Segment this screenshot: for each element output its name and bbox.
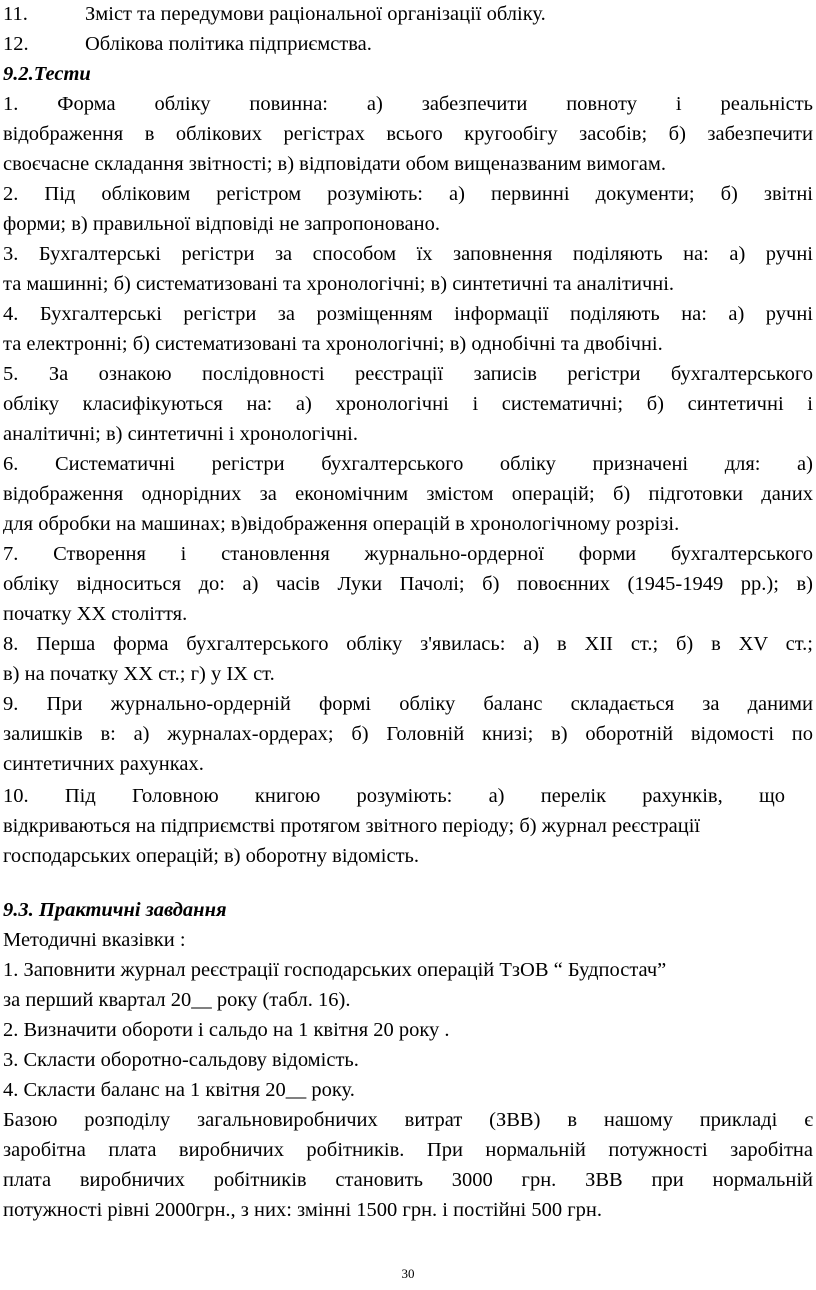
paragraph-line-3: плата виробничих робітників становить 3000 грн. ЗВВ при нормальній: [3, 1169, 813, 1191]
list-text: Зміст та передумови раціональної організації обліку.: [85, 3, 546, 25]
paragraph-line-2: заробітна плата виробничих робітників. При нормальній потужності заробітна: [3, 1139, 813, 1161]
test-5-line-3: аналітичні; в) синтетичні і хронологічні.: [3, 423, 358, 445]
test-10-line-2: відкриваються на підприємстві протягом звітного періоду; б) журнал реєстрації: [3, 815, 701, 837]
test-5-line-2: обліку класифікуються на: а) хронологічні і систематичні; б) синтетичні і: [3, 393, 813, 415]
test-5-line-1: 5. За ознакою послідовності реєстрації записів регістри бухгалтерського: [3, 363, 813, 385]
test-2-line-2: форми; в) правильної відповіді не запропоновано.: [3, 213, 440, 235]
test-3-line-1: 3. Бухгалтерські регістри за способом їх заповнення поділяють на: а) ручні: [3, 243, 813, 265]
task-1-line-1: 1. Заповнити журнал реєстрації господарських операцій ТзОВ “ Будпостач”: [3, 959, 667, 981]
test-7-line-3: початку XX століття.: [3, 603, 188, 625]
page-number: 30: [401, 1266, 415, 1281]
test-7-line-1: 7. Створення і становлення журнально-ордерної форми бухгалтерського: [3, 543, 813, 565]
test-1-line-2: відображення в облікових регістрах всього кругообігу засобів; б) забезпечити: [3, 123, 813, 145]
test-6-line-2: відображення однорідних за економічним змістом операцій; б) підготовки даних: [3, 483, 813, 505]
test-2-line-1: 2. Під обліковим регістром розуміють: а) первинні документи; б) звітні: [3, 183, 813, 205]
list-number: 12.: [3, 33, 29, 55]
list-item-12: [3, 30, 372, 58]
test-8-line-1: 8. Перша форма бухгалтерського обліку з'явилась: а) в XII ст.; б) в XV ст.;: [3, 633, 813, 655]
test-10-line-1: 10. Під Головною книгою розуміють: а) перелік рахунків, що: [3, 785, 785, 807]
test-6-line-3: для обробки на машинах; в)відображення операцій в хронологічному розрізі.: [3, 513, 680, 535]
practice-heading: 9.3. Практичні завдання: [3, 899, 227, 921]
paragraph-line-1: Базою розподілу загальновиробничих витрат (ЗВВ) в нашому прикладі є: [3, 1109, 813, 1131]
test-9-line-3: синтетичних рахунках.: [3, 753, 204, 775]
test-10-line-3: господарських операцій; в) оборотну відомість.: [3, 845, 420, 867]
task-3: 3. Скласти оборотно-сальдову відомість.: [3, 1049, 359, 1071]
test-3-line-2: та машинні; б) систематизовані та хронологічні; в) синтетичні та аналітичні.: [3, 273, 675, 295]
list-item-11: [3, 0, 546, 28]
task-2: 2. Визначити обороти і сальдо на 1 квітня 20 року .: [3, 1019, 450, 1041]
task-4: 4. Скласти баланс на 1 квітня 20__ року.: [3, 1079, 355, 1101]
test-1-line-1: 1. Форма обліку повинна: а) забезпечити повноту і реальність: [3, 93, 813, 115]
list-text: Облікова політика підприємства.: [85, 33, 372, 55]
paragraph-line-4: потужності рівні 2000грн., з них: змінні 1500 грн. і постійні 500 грн.: [3, 1199, 602, 1221]
test-4-line-1: 4. Бухгалтерські регістри за розміщенням інформації поділяють на: а) ручні: [3, 303, 813, 325]
tests-heading: 9.2.Тести: [3, 63, 91, 85]
test-1-line-3: своєчасне складання звітності; в) відповідати обом вищеназваним вимогам.: [3, 153, 666, 175]
test-6-line-1: 6. Систематичні регістри бухгалтерського обліку призначені для: а): [3, 453, 813, 475]
test-9-line-2: залишків в: а) журналах-ордерах; б) Головній книзі; в) оборотній відомості по: [3, 723, 813, 745]
list-number: 11.: [3, 3, 28, 25]
test-4-line-2: та електронні; б) систематизовані та хронологічні; в) однобічні та двобічні.: [3, 333, 663, 355]
method-label: Методичні вказівки :: [3, 929, 186, 951]
task-1-line-2: за перший квартал 20__ року (табл. 16).: [3, 989, 351, 1011]
test-7-line-2: обліку відноситься до: а) часів Луки Пачолі; б) повоєнних (1945-1949 рр.); в): [3, 573, 813, 595]
test-9-line-1: 9. При журнально-ордерній формі обліку баланс складається за даними: [3, 693, 813, 715]
test-8-line-2: в) на початку XX ст.; г) у IX ст.: [3, 663, 275, 685]
